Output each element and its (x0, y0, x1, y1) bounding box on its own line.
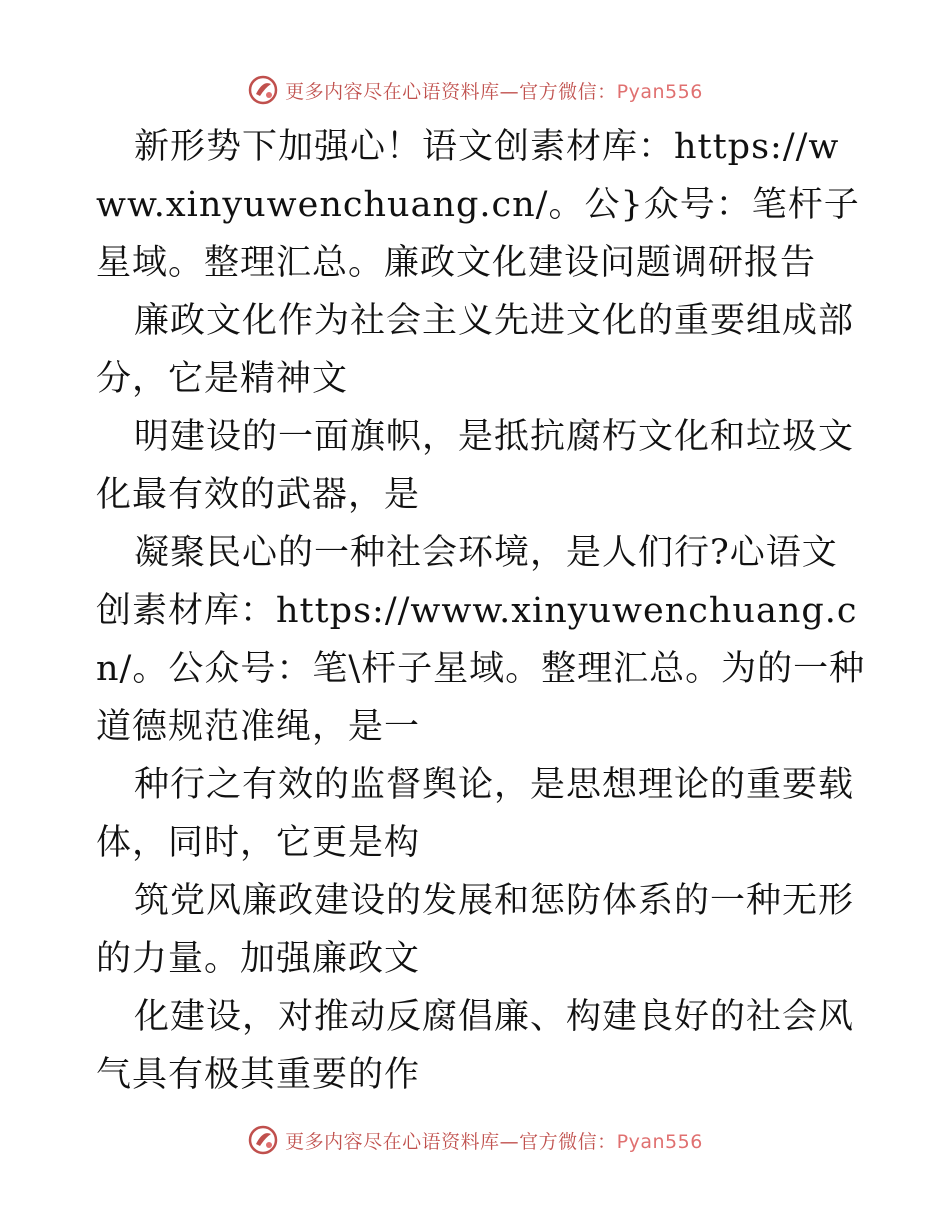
logo-icon (247, 1124, 279, 1156)
watermark-label: 更多内容尽在心语资料库—官方微信：Pyan556 (285, 80, 703, 103)
watermark-footer (0, 1120, 950, 1160)
paragraph: 筑党风廉政建设的发展和惩防体系的一种无形的力量。加强廉政文 (96, 881, 855, 979)
logo-icon (247, 74, 279, 106)
paragraph: 化建设，对推动反腐倡廉、构建良好的社会风气具有极其重要的作 (96, 997, 855, 1095)
paragraph: 廉政文化作为社会主义先进文化的重要组成部分，它是精神文 (96, 301, 855, 399)
wechat-id: Pyan556 (616, 1130, 703, 1153)
document-body (96, 118, 866, 1104)
paragraph: 明建设的一面旗帜，是抵抗腐朽文化和垃圾文化最有效的武器，是 (96, 417, 855, 515)
paragraph: 凝聚民心的一种社会环境，是人们行?心语文创素材库：https://www.xinyuwenchuang.cn/。公众号：笔\杆子星域。整理汇总。为的一种道德规范准绳，是一 (96, 533, 866, 747)
wechat-id: Pyan556 (616, 80, 703, 103)
watermark-label: 更多内容尽在心语资料库—官方微信：Pyan556 (285, 1130, 703, 1153)
paragraph: 种行之有效的监督舆论，是思想理论的重要载体，同时，它更是构 (96, 765, 855, 863)
watermark-header (0, 70, 950, 110)
paragraph: 新形势下加强心！语文创素材库：https://www.xinyuwenchuang.cn/。公}众号：笔杆子星域。整理汇总。廉政文化建设问题调研报告 (96, 127, 860, 283)
